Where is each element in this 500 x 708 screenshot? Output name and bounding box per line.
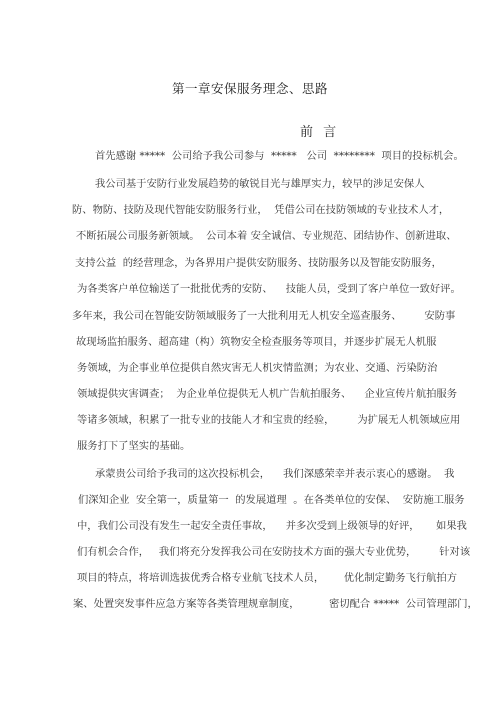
body-line: 防、物防、技防及现代智能安防服务行业， 凭借公司在技防领域的专业技术人才， bbox=[72, 204, 450, 216]
body-line: 为各类客户单位输送了一批批优秀的安防、 技能人员，受到了客户单位一致好评。 bbox=[77, 283, 461, 295]
body-line: 们有机会合作， 我们将充分发挥我公司在安防技术方面的强大专业优势， 针对该 bbox=[77, 546, 471, 558]
body-line: 服务打下了坚实的基础。 bbox=[77, 440, 191, 452]
body-line: 们深知企业 安全第一，质量第一 的发展道理 。在各类单位的安保、 安防施工服务 bbox=[78, 494, 465, 506]
body-line: 不断拓展公司服务新领域。 公司本着 安全诚信、专业规范、团结协作、创新进取、 bbox=[76, 230, 457, 242]
body-line: 承蒙贵公司给予我司的这次投标机会， 我们深感荣幸并表示衷心的感谢。 我 bbox=[95, 468, 455, 480]
body-line: 首先感谢 ***** 公司给予我公司参与 ***** 公司 ******** 项目的投标机会。 bbox=[95, 150, 464, 162]
body-line: 多年来，我公司在智能安防领域服务了一大批利用无人机安全巡查服务、 安防事 bbox=[72, 310, 456, 322]
body-line: 支持公益 的经营理念，为各界用户提供安防服务、技防服务以及智能安防服务， bbox=[75, 257, 442, 269]
body-line: 故现场监拍服务、超高建（构）筑物安全检查服务等项目，并逐步扩展无人机服 bbox=[76, 336, 437, 348]
body-line: 等诸多领域，积累了一批专业的技能人才和宝贵的经验， 为扩展无人机领域应用 bbox=[77, 414, 461, 426]
body-line: 案、处置突发事件应急方案等各类管理规章制度， 密切配合 ***** 公司管理部门， bbox=[73, 598, 478, 610]
body-line: 我公司基于安防行业发展趋势的敏锐目光与雄厚实力，较早的涉足安保人 bbox=[95, 178, 425, 190]
body-line: 务领域，为企事业单位提供自然灾害无人机灾情监测；为农业、交通、污染防治 bbox=[77, 362, 438, 374]
body-line: 项目的特点，将培训选拔优秀合格专业航飞技术人员， 优化制定勤务飞行航拍方 bbox=[77, 572, 458, 584]
preface-heading: 前 言 bbox=[300, 125, 340, 140]
body-line: 领域提供灾害调查； 为企业单位提供无人机广告航拍服务、 企业宣传片航拍服务 bbox=[77, 388, 458, 400]
body-line: 中，我们公司没有发生一起安全责任事故， 并多次受到上级领导的好评， 如果我 bbox=[77, 520, 467, 532]
chapter-title: 第一章安保服务理念、思路 bbox=[171, 81, 328, 96]
